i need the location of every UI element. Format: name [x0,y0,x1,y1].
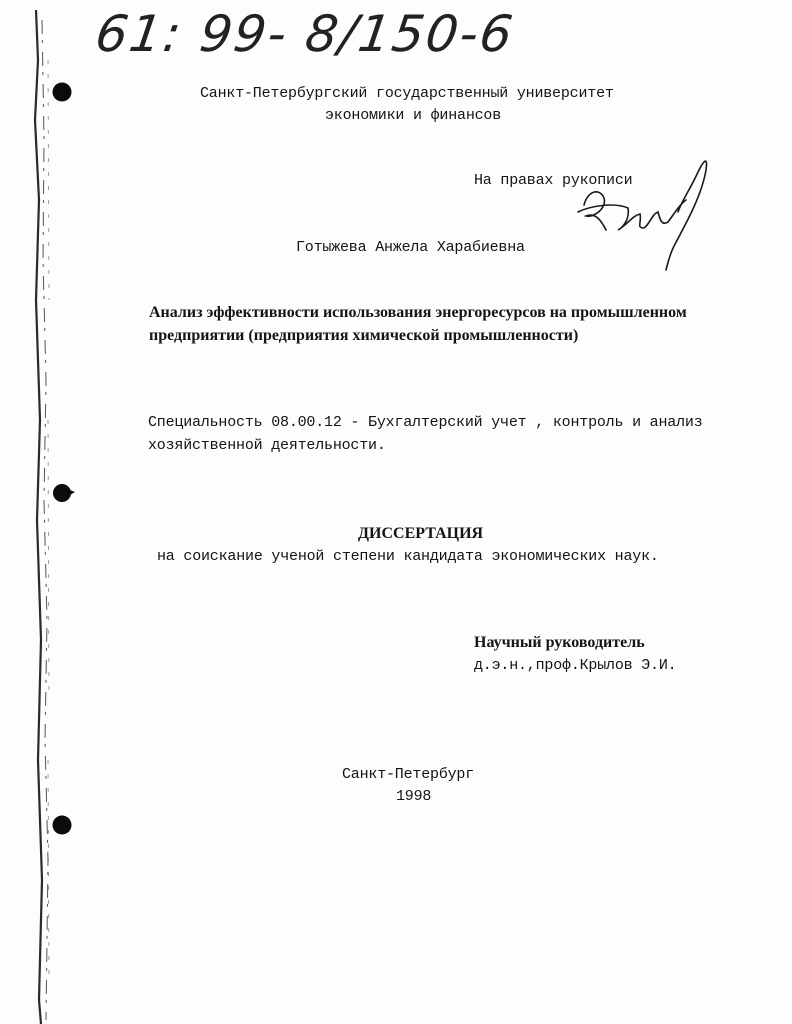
binding-hole-middle [50,480,76,506]
degree-statement: на соискание ученой степени кандидата экономических наук. [157,548,659,565]
specialty: Специальность 08.00.12 - Бухгалтерский учет , контроль и анализ [148,414,703,431]
scan-left-edge [0,0,50,1024]
thesis-title: Анализ эффективности использования энергоресурсов на промышленном [149,304,687,321]
author-name: Готыжева Анжела Харабиевна [296,239,525,256]
university-name: Санкт-Петербургский государственный университет [200,85,614,102]
author-signature [570,150,710,280]
thesis-title-line2: предприятии (предприятия химической промышленности) [149,327,579,344]
supervisor-label: Научный руководитель [474,634,645,651]
manuscript-rights-note: На правах рукописи [474,172,633,189]
archive-code: 61: 99- 8/150-6 [91,5,518,63]
university-name-line2: экономики и финансов [325,107,502,124]
binding-hole-bottom [50,812,74,838]
binding-hole-top [50,80,74,104]
specialty-line2: хозяйственной деятельности. [148,437,386,454]
supervisor-name: д.э.н.,проф.Крылов Э.И. [474,657,677,674]
city: Санкт-Петербург [342,766,475,783]
document-type-heading: ДИССЕРТАЦИЯ [358,525,484,542]
year: 1998 [396,788,432,805]
